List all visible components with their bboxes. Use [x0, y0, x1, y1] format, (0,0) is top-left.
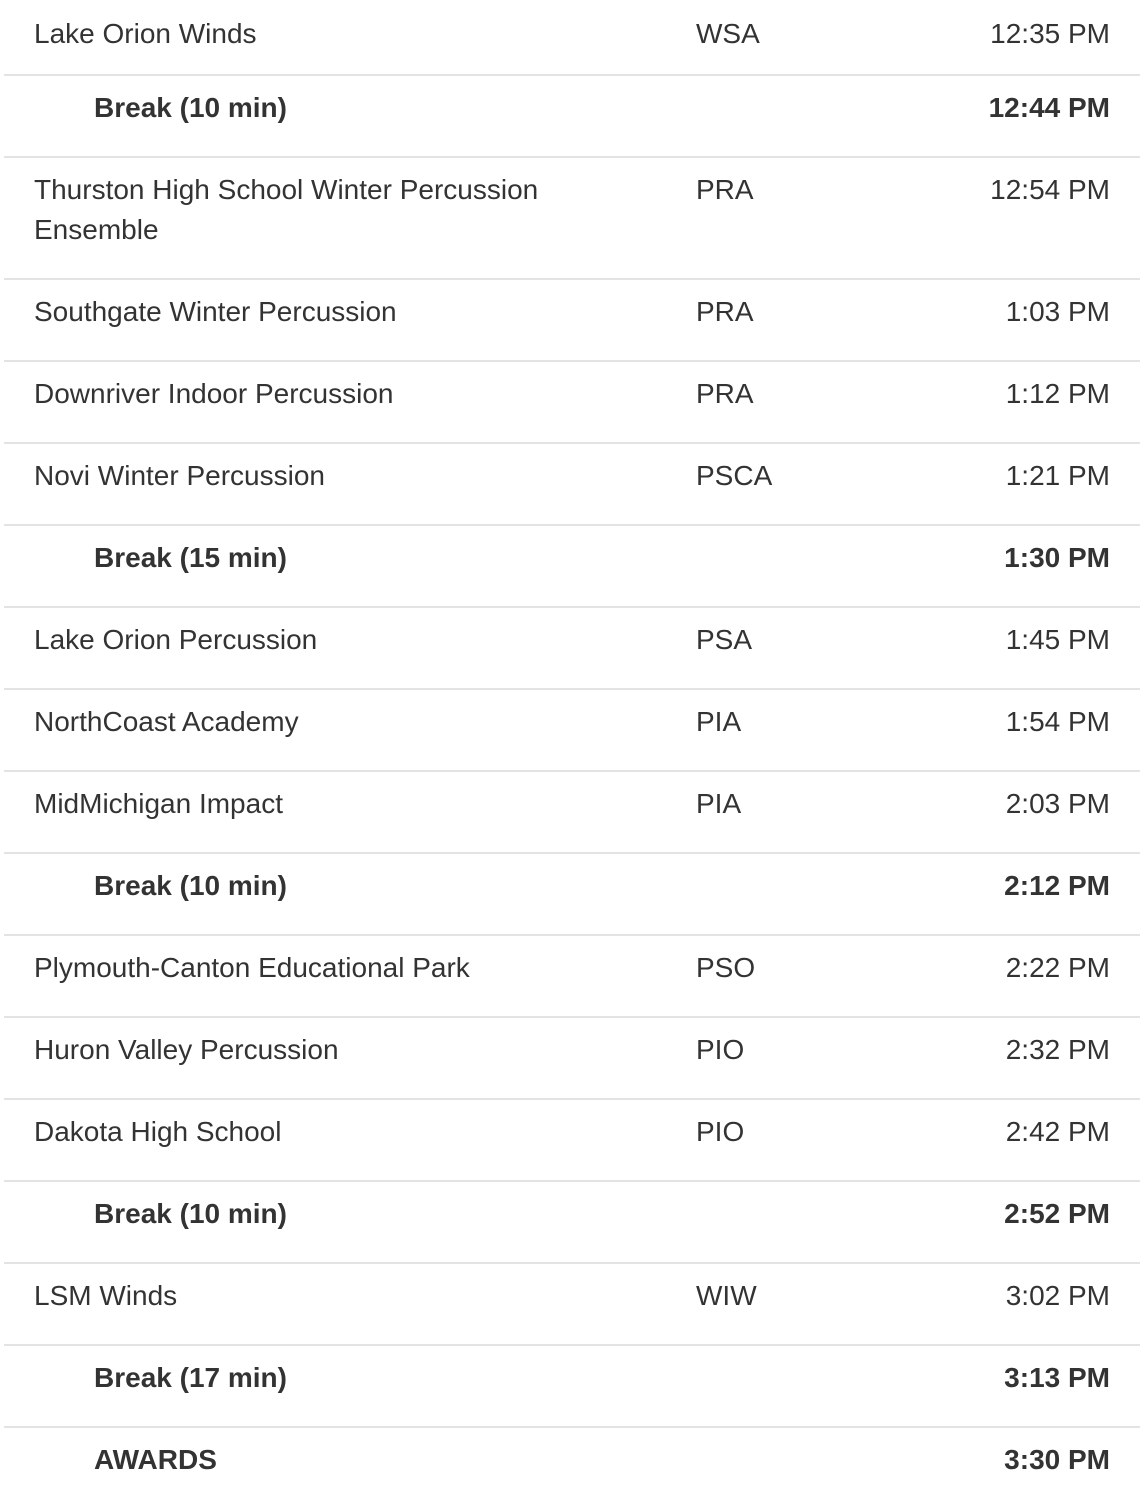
unit-name: Lake Orion Percussion: [34, 624, 318, 655]
table-row: [4, 0, 1140, 76]
performance-time: 1:45 PM: [1005, 624, 1110, 655]
unit-name: NorthCoast Academy: [34, 706, 299, 737]
unit-class: PSA: [696, 624, 753, 655]
unit-name: Thurston High School Winter Percussion Ensemble: [34, 174, 539, 245]
awards-time: 3:30 PM: [1004, 1444, 1110, 1475]
unit-class: PRA: [696, 296, 754, 327]
unit-class: PRA: [696, 378, 754, 409]
performance-time: 2:42 PM: [1005, 1116, 1110, 1147]
table-row: [4, 1018, 1140, 1100]
table-row: [4, 280, 1140, 362]
performance-time: 3:02 PM: [1005, 1280, 1110, 1311]
unit-class: WIW: [696, 1280, 757, 1311]
table-row: [4, 1100, 1140, 1182]
unit-name: Southgate Winter Percussion: [34, 296, 397, 327]
break-row: [4, 1182, 1140, 1264]
table-row: [4, 444, 1140, 526]
unit-name: Lake Orion Winds: [34, 18, 257, 49]
performance-time: 2:32 PM: [1005, 1034, 1110, 1065]
unit-class: PSCA: [696, 460, 773, 491]
break-label: Break (10 min): [94, 870, 287, 901]
table-row: [4, 1264, 1140, 1346]
break-time: 2:52 PM: [1004, 1198, 1110, 1229]
unit-name: Huron Valley Percussion: [34, 1034, 339, 1065]
break-label: Break (17 min): [94, 1362, 287, 1393]
break-row: [4, 1346, 1140, 1428]
table-row: [4, 158, 1140, 280]
break-row: [4, 854, 1140, 936]
performance-time: 12:35 PM: [990, 18, 1110, 49]
unit-class: WSA: [696, 18, 760, 49]
break-label: Break (10 min): [94, 1198, 287, 1229]
table-row: [4, 772, 1140, 854]
break-time: 3:13 PM: [1004, 1362, 1110, 1393]
unit-class: PRA: [696, 174, 754, 205]
schedule-table: [4, 0, 1140, 1504]
awards-label: AWARDS: [94, 1444, 217, 1475]
unit-class: PIA: [696, 706, 742, 737]
performance-time: 1:12 PM: [1005, 378, 1110, 409]
break-time: 2:12 PM: [1004, 870, 1110, 901]
performance-time: 1:21 PM: [1005, 460, 1110, 491]
unit-name: Downriver Indoor Percussion: [34, 378, 394, 409]
table-row: [4, 608, 1140, 690]
table-row: [4, 936, 1140, 1018]
unit-class: PSO: [696, 952, 756, 983]
unit-class: PIA: [696, 788, 742, 819]
break-label: Break (10 min): [94, 92, 287, 123]
performance-time: 1:54 PM: [1005, 706, 1110, 737]
break-time: 12:44 PM: [988, 92, 1110, 123]
unit-class: PIO: [696, 1116, 745, 1147]
unit-name: LSM Winds: [34, 1280, 178, 1311]
performance-time: 2:22 PM: [1005, 952, 1110, 983]
break-time: 1:30 PM: [1004, 542, 1110, 573]
break-row: [4, 526, 1140, 608]
unit-name: Dakota High School: [34, 1116, 282, 1147]
performance-time: 2:03 PM: [1005, 788, 1110, 819]
unit-name: MidMichigan Impact: [34, 788, 283, 819]
unit-name: Plymouth-Canton Educational Park: [34, 952, 470, 983]
table-row: [4, 690, 1140, 772]
unit-class: PIO: [696, 1034, 745, 1065]
unit-name: Novi Winter Percussion: [34, 460, 325, 491]
performance-time: 1:03 PM: [1005, 296, 1110, 327]
performance-time: 12:54 PM: [990, 174, 1110, 205]
break-label: Break (15 min): [94, 542, 287, 573]
awards-row: [4, 1428, 1140, 1504]
table-row: [4, 362, 1140, 444]
break-row: [4, 76, 1140, 158]
